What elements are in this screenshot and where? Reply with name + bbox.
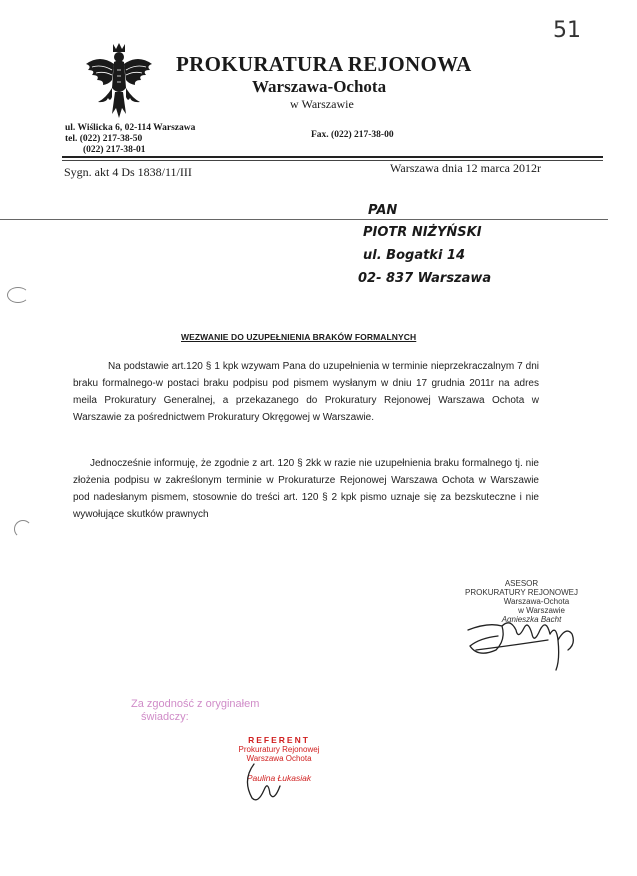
stamp-line: Warszawa-Ochota	[503, 597, 570, 606]
address-block	[65, 123, 195, 156]
case-reference: Sygn. akt 4 Ds 1838/11/III	[64, 165, 192, 179]
punch-hole-mark	[7, 287, 29, 303]
stamp-line: PROKURATURY REJONOWEJ	[465, 588, 578, 597]
institution-city: w Warszawie	[290, 97, 354, 111]
body-paragraph: Na podstawie art.120 § 1 kpk wzywam Pana do uzupełnienia w terminie nieprzekraczalnym 7 dni braku formalnego-w postaci braku podpisu pod pismem wysłanym w dniu 17 grudnia 2011r na adres meila Prokuratury Generalnej, a przekazanego do Prokuratury Rejonowej Warszawa Ochota w Warszawie za pośrednictwem Prokuratury Okręgowej w Warszawie.	[73, 361, 539, 423]
letter-heading: WEZWANIE DO UZUPEŁNIENIA BRAKÓW FORMALNYCH	[181, 332, 417, 342]
stamp-line: ASESOR	[504, 579, 539, 588]
fold-line	[0, 219, 608, 220]
fax-number: Fax. (022) 217-38-00	[311, 130, 394, 140]
stamp-line: Warszawa Ochota	[246, 754, 312, 763]
eagle-emblem-icon	[82, 40, 156, 122]
stamp-line: Agnieszka Bacht	[501, 615, 562, 624]
certified-copy-stamp	[131, 698, 259, 724]
stamp-line: w Warszawie	[518, 606, 565, 615]
recipient-name: PIOTR NIŻYŃSKI	[363, 225, 482, 240]
institution-subtitle: Warszawa-Ochota	[252, 77, 387, 96]
stamp-line: Prokuratury Rejonowej	[238, 745, 320, 754]
recipient-salutation: PAN	[368, 203, 398, 218]
handwritten-signature	[458, 600, 588, 672]
header-divider	[62, 156, 603, 158]
address-line: ul. Wiślicka 6, 02-114 Warszawa	[65, 123, 196, 133]
institution-title: PROKURATURA REJONOWA	[176, 52, 472, 76]
phone-line: tel. (022) 217-38-50	[65, 134, 143, 144]
stamp-title: REFERENT	[248, 735, 310, 745]
punch-hole-mark	[14, 520, 32, 538]
stamp-name: Paulina Łukasiak	[246, 773, 312, 783]
handwritten-initials	[224, 760, 334, 806]
stamp-line: świadczy:	[141, 711, 189, 723]
document-date: Warszawa dnia 12 marca 2012r	[390, 161, 541, 175]
body-paragraph: Jednocześnie informuję, że zgodnie z art. 120 § 2kk w razie nie uzupełnienia braku formalnego tj. nie złożenia podpisu w zakreślonym terminie w Prokuraturze Rejonowej Warszawa Ochota w Warszawie pod nadesłanym pismem, stosownie do treści art. 120 § 2 kpk pismo uznaje się za bezskuteczne i nie wywołujące skutków prawnych	[73, 458, 539, 520]
phone-line: (022) 217-38-01	[83, 145, 146, 155]
recipient-street: ul. Bogatki 14	[363, 248, 466, 263]
page-number-mark: 51	[553, 18, 581, 43]
recipient-postal: 02- 837 Warszawa	[358, 271, 492, 286]
stamp-line: Za zgodność z oryginałem	[131, 698, 260, 710]
